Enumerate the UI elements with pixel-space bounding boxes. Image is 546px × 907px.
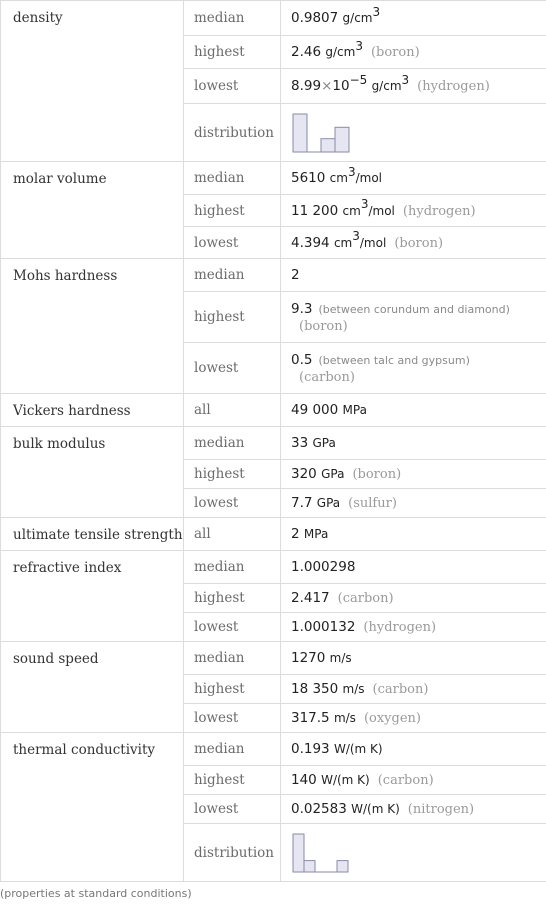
row-label: median (184, 427, 281, 460)
histogram-bar (293, 834, 304, 872)
row-label: lowest (184, 489, 281, 518)
row-label: highest (184, 36, 281, 69)
value-cell: 140 W/(m K) (carbon) (281, 766, 546, 795)
value-cell: 320 GPa (boron) (281, 460, 546, 489)
value-cell: 5610 $cm^3$/mol (281, 162, 546, 195)
value-cell (281, 104, 546, 162)
row-label: all (184, 394, 281, 427)
value-cell: 2 MPa (281, 518, 546, 551)
property-label: thermal conductivity (1, 733, 184, 882)
value-cell: 1.000298 (281, 551, 546, 584)
table-row (1, 259, 546, 292)
row-label: highest (184, 292, 281, 343)
table-row (1, 642, 546, 675)
row-label: median (184, 162, 281, 195)
property-label: density (1, 1, 184, 162)
row-label: lowest (184, 227, 281, 259)
row-label: median (184, 551, 281, 584)
histogram-bar (304, 860, 315, 871)
density-histogram (291, 112, 371, 154)
row-label: distribution (184, 824, 281, 882)
histogram-bar (293, 114, 307, 152)
row-label: distribution (184, 104, 281, 162)
row-label: highest (184, 766, 281, 795)
row-label: highest (184, 195, 281, 227)
value-cell: 2.417 (carbon) (281, 584, 546, 613)
row-label: highest (184, 584, 281, 613)
row-label: median (184, 259, 281, 292)
value-cell: 7.7 GPa (sulfur) (281, 489, 546, 518)
table-row (1, 1, 546, 36)
value-cell: 0.02583 W/(m K) (nitrogen) (281, 795, 546, 824)
value-cell: 2 (281, 259, 546, 292)
value-cell: 33 GPa (281, 427, 546, 460)
row-label: all (184, 518, 281, 551)
value-cell: $8.99\times 10^{-5}$ $g/cm^3$ (hydrogen) (281, 69, 546, 104)
row-label: lowest (184, 795, 281, 824)
property-label: bulk modulus (1, 427, 184, 518)
row-label: highest (184, 460, 281, 489)
table-row (1, 551, 546, 584)
value-cell: 49 000 MPa (281, 394, 546, 427)
value-cell: 4.394 $cm^3$/mol (boron) (281, 227, 546, 259)
table-row (1, 394, 546, 427)
value-cell: 2.46 $g/cm^3$ (boron) (281, 36, 546, 69)
row-label: median (184, 1, 281, 36)
row-label: lowest (184, 69, 281, 104)
property-label: Mohs hardness (1, 259, 184, 394)
value-cell: 0.9807 $g/cm^3$ (281, 1, 546, 36)
row-label: median (184, 733, 281, 766)
value-cell: 0.193 W/(m K) (281, 733, 546, 766)
property-label: Vickers hardness (1, 394, 184, 427)
table-row (1, 427, 546, 460)
value-cell: 11 200 $cm^3$/mol (hydrogen) (281, 195, 546, 227)
value-cell: 0.5 (between talc and gypsum) (carbon) (281, 343, 546, 394)
property-label: ultimate tensile strength (1, 518, 184, 551)
property-label: molar volume (1, 162, 184, 259)
value-cell: 18 350 m/s (carbon) (281, 675, 546, 704)
table-row (1, 518, 546, 551)
row-label: lowest (184, 704, 281, 733)
histogram-bar (335, 127, 349, 152)
footnote: (properties at standard conditions) (0, 887, 192, 900)
table-row (1, 162, 546, 195)
thermal-conductivity-histogram (291, 832, 371, 874)
value-cell: 9.3 (between corundum and diamond) (boron) (281, 292, 546, 343)
histogram-bar (321, 138, 335, 151)
value-cell: 1.000132 (hydrogen) (281, 613, 546, 642)
histogram-bar (337, 860, 348, 871)
value-cell (281, 824, 546, 882)
row-label: lowest (184, 613, 281, 642)
value-cell: 317.5 m/s (oxygen) (281, 704, 546, 733)
row-label: lowest (184, 343, 281, 394)
row-label: highest (184, 675, 281, 704)
table-row (1, 733, 546, 766)
value-cell: 1270 m/s (281, 642, 546, 675)
property-label: sound speed (1, 642, 184, 733)
row-label: median (184, 642, 281, 675)
property-label: refractive index (1, 551, 184, 642)
